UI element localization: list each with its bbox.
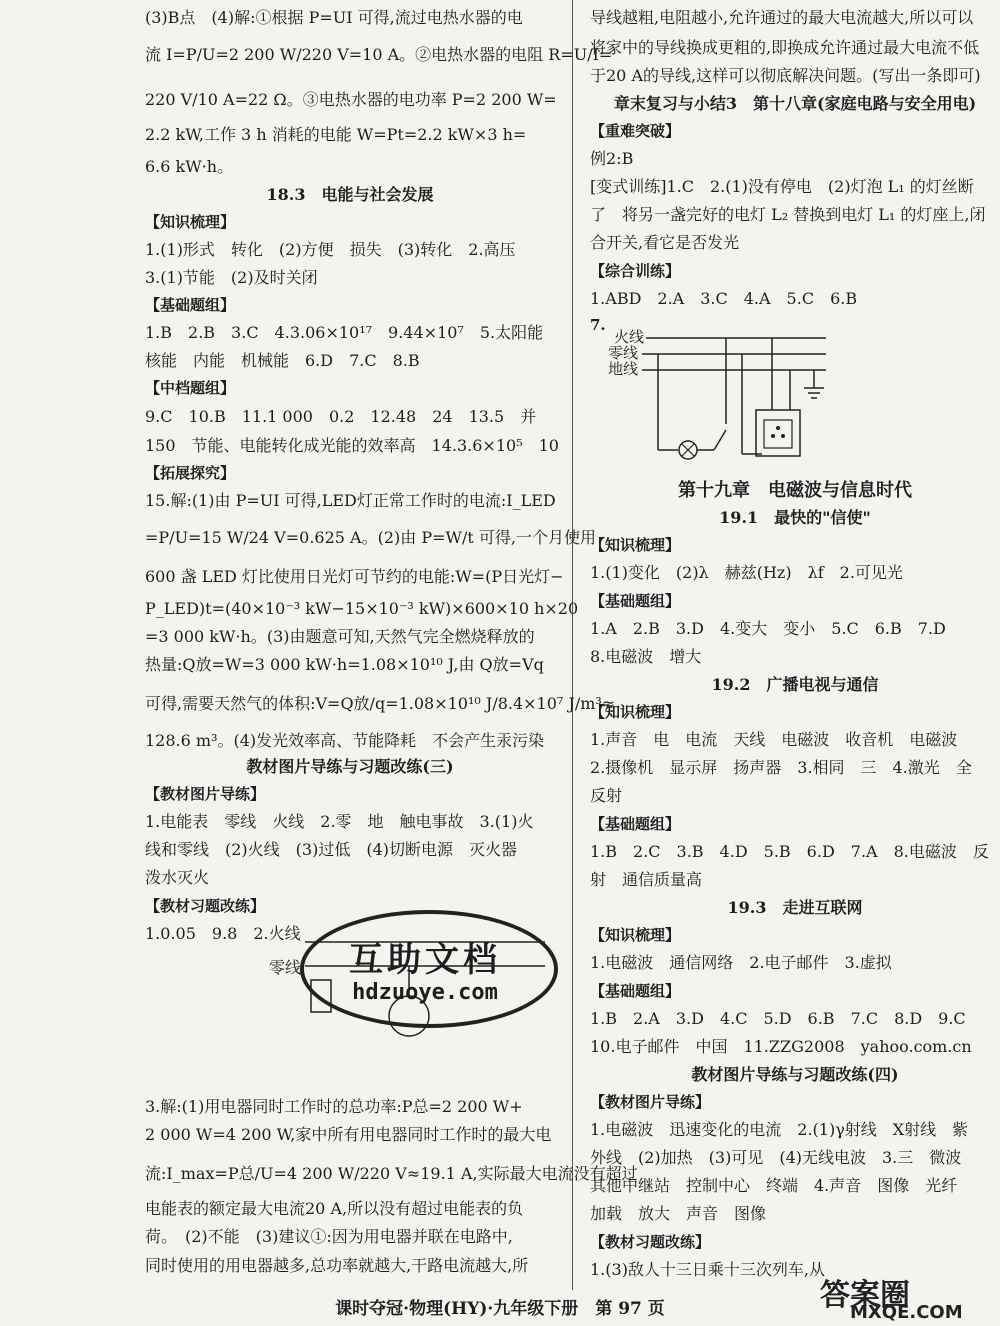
column-divider (572, 0, 573, 1290)
text-line: 将家中的导线换成更粗的,即换成允许通过最大电流不低 (590, 38, 980, 57)
text-line: 外线 (2)加热 (3)可见 (4)无线电波 3.三 微波 (590, 1148, 962, 1167)
text-line: 600 盏 LED 灯比使用日光灯可节约的电能:W=(P日光灯− (145, 567, 564, 586)
section-title: 19.1 最快的"信使" (719, 508, 871, 527)
text-line: 其他中继站 控制中心 终端 4.声音 图像 光纤 (590, 1176, 958, 1195)
text-line: [变式训练]1.C 2.(1)没有停电 (2)灯泡 L₁ 的灯丝断 (590, 177, 974, 196)
text-line: 1.电磁波 迅速变化的电流 2.(1)γ射线 X射线 紫 (590, 1120, 969, 1139)
text-line: =3 000 kW·h。(3)由题意可知,天然气完全燃烧释放的 (145, 627, 535, 646)
text-line: 1.(3)敌人十三日乘十三次列车,从 (590, 1260, 826, 1279)
text-line: 1.0.05 9.8 2.火线 (145, 924, 301, 943)
text-line: 2.2 kW,工作 3 h 消耗的电能 W=Pt=2.2 kW×3 h= (145, 125, 527, 144)
section-label: 【拓展探究】 (145, 464, 236, 482)
section-label: 【教材习题改练】 (590, 1233, 711, 1251)
section-label: 【中档题组】 (145, 379, 236, 397)
text-line: 加载 放大 声音 图像 (590, 1204, 767, 1223)
section-label: 【教材图片导练】 (145, 785, 266, 803)
question-number: 7. (590, 316, 606, 334)
chapter-title: 第十九章 电磁波与信息时代 (678, 480, 912, 501)
text-line: (3)B点 (4)解:①根据 P=UI 可得,流过电热水器的电 (145, 8, 523, 27)
section-label: 【知识梳理】 (590, 703, 681, 721)
text-line: 1.声音 电 电流 天线 电磁波 收音机 电磁波 (590, 730, 958, 749)
section-title: 19.3 走进互联网 (727, 898, 863, 917)
section-title: 19.2 广播电视与通信 (711, 675, 879, 694)
text-line: =P/U=15 W/24 V=0.625 A。(2)由 P=W/t 可得,一个月使用 (145, 528, 596, 547)
watermark-text: 互助文档 (349, 940, 501, 980)
text-line: 线和零线 (2)火线 (3)过低 (4)切断电源 灭火器 (145, 840, 517, 859)
corner-logo-url: MXQE.COM (850, 1302, 963, 1323)
section-label: 【基础题组】 (590, 592, 681, 610)
section-label: 【教材图片导练】 (590, 1093, 711, 1111)
text-line: 9.C 10.B 11.1 000 0.2 12.48 24 13.5 并 (145, 407, 537, 426)
text-line: 泼水灭火 (145, 868, 210, 887)
circuit-diagram (590, 312, 850, 472)
text-line: 核能 内能 机械能 6.D 7.C 8.B (145, 351, 420, 370)
section-label: 【教材习题改练】 (145, 897, 266, 915)
section-title: 章末复习与小结3 第十八章(家庭电路与安全用电) (613, 94, 977, 113)
section-label: 【知识梳理】 (590, 536, 681, 554)
text-line: 零线 (269, 958, 302, 977)
watermark-stamp (300, 910, 550, 1040)
section-label: 【知识梳理】 (590, 926, 681, 944)
fire-wire-label: 火线 (614, 328, 645, 346)
watermark-url: hdzuoye.com (352, 980, 498, 1005)
text-line: 反射 (590, 786, 623, 805)
text-line: 同时使用的用电器越多,总功率就越大,干路电流越大,所 (145, 1256, 529, 1275)
section-label: 【基础题组】 (590, 815, 681, 833)
text-line: 8.电磁波 增大 (590, 647, 702, 666)
text-line: 15.解:(1)由 P=UI 可得,LED灯正常工作时的电流:I_LED (145, 491, 556, 510)
section-label: 【知识梳理】 (145, 213, 236, 231)
text-line: 6.6 kW·h。 (145, 157, 234, 176)
section-label: 【基础题组】 (590, 982, 681, 1000)
text-line: 2.摄像机 显示屏 扬声器 3.相同 三 4.激光 全 (590, 758, 972, 777)
text-line: P_LED)t=(40×10⁻³ kW−15×10⁻³ kW)×600×10 h×20 (145, 599, 579, 618)
text-line: 1.A 2.B 3.D 4.变大 变小 5.C 6.B 7.D (590, 619, 946, 638)
section-label: 【重难突破】 (590, 122, 681, 140)
text-line: 了 将另一盏完好的电灯 L₂ 替换到电灯 L₁ 的灯座上,闭 (590, 205, 986, 224)
section-title: 教材图片导练与习题改练(四) (691, 1065, 899, 1084)
corner-logo: 答案圈 (820, 1278, 910, 1313)
text-line: 热量:Q放=W=3 000 kW·h=1.08×10¹⁰ J,由 Q放=Vq (145, 655, 544, 674)
text-line: 220 V/10 A=22 Ω。③电热水器的电功率 P=2 200 W= (145, 90, 557, 109)
text-line: 合开关,看它是否发光 (590, 233, 740, 252)
ground-wire-label: 地线 (608, 360, 639, 378)
text-line: 10.电子邮件 中国 11.ZZG2008 yahoo.com.cn (590, 1037, 972, 1056)
text-line: 荷。 (2)不能 (3)建议①:因为用电器并联在电路中, (145, 1227, 513, 1246)
section-title: 教材图片导练与习题改练(三) (246, 757, 454, 776)
section-label: 【基础题组】 (145, 296, 236, 314)
text-line: 1.ABD 2.A 3.C 4.A 5.C 6.B (590, 289, 858, 308)
text-line: 射 通信质量高 (590, 870, 703, 889)
text-line: 1.B 2.B 3.C 4.3.06×10¹⁷ 9.44×10⁷ 5.太阳能 (145, 323, 544, 342)
text-line: 1.(1)变化 (2)λ 赫兹(Hz) λf 2.可见光 (590, 563, 903, 582)
section-label: 【综合训练】 (590, 262, 681, 280)
text-line: 流:I_max=P总/U=4 200 W/220 V≈19.1 A,实际最大电流没有超过 (145, 1164, 638, 1183)
text-line: 3.(1)节能 (2)及时关闭 (145, 268, 318, 287)
text-line: 1.电磁波 通信网络 2.电子邮件 3.虚拟 (590, 953, 892, 972)
text-line: 128.6 m³。(4)发光效率高、节能降耗 不会产生汞污染 (145, 731, 545, 750)
text-line: 150 节能、电能转化成光能的效率高 14.3.6×10⁵ 10 (145, 436, 559, 455)
section-title: 18.3 电能与社会发展 (266, 185, 434, 204)
text-line: 1.B 2.A 3.D 4.C 5.D 6.B 7.C 8.D 9.C (590, 1009, 966, 1028)
text-line: 导线越粗,电阻越小,允许通过的最大电流越大,所以可以 (590, 8, 974, 27)
text-line: 1.B 2.C 3.B 4.D 5.B 6.D 7.A 8.电磁波 反 (590, 842, 989, 861)
neutral-wire-label: 零线 (608, 344, 639, 362)
text-line: 3.解:(1)用电器同时工作时的总功率:P总=2 200 W+ (145, 1097, 523, 1116)
text-line: 2 000 W=4 200 W,家中所有用电器同时工作时的最大电 (145, 1125, 552, 1144)
text-line: 电能表的额定最大电流20 A,所以没有超过电能表的负 (145, 1199, 524, 1218)
text-line: 可得,需要天然气的体积:V=Q放/q=1.08×10¹⁰ J/8.4×10⁷ J/m³≈ (145, 694, 616, 713)
text-line: 1.电能表 零线 火线 2.零 地 触电事故 3.(1)火 (145, 812, 534, 831)
page-footer: 课时夺冠·物理(HY)·九年级下册 第 97 页 (335, 1299, 665, 1319)
text-line: 1.(1)形式 转化 (2)方便 损失 (3)转化 2.高压 (145, 240, 516, 259)
text-line: 于20 A的导线,这样可以彻底解决问题。(写出一条即可) (590, 66, 981, 85)
circuit-lines (590, 312, 850, 472)
text-line: 流 I=P/U=2 200 W/220 V=10 A。②电热水器的电阻 R=U/I= (145, 45, 613, 64)
text-line: 例2:B (590, 149, 634, 168)
